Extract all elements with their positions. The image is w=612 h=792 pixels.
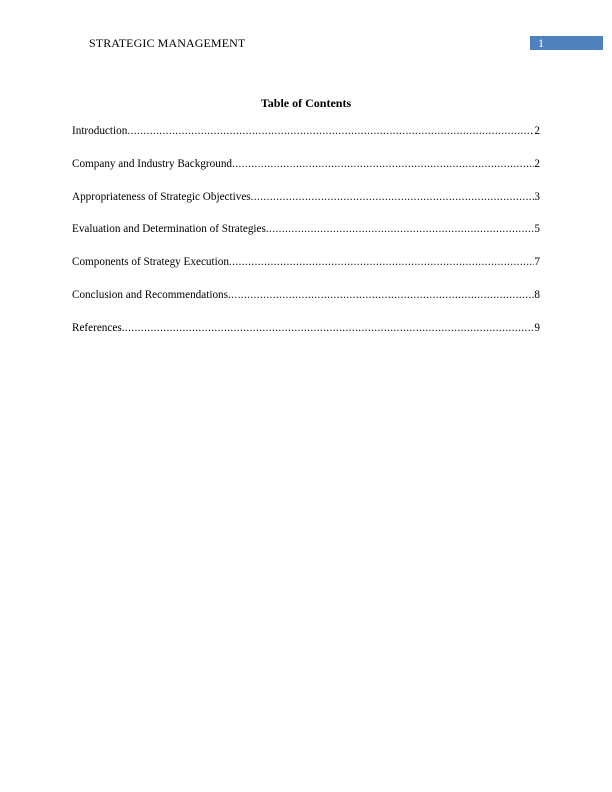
dot-leader (251, 190, 535, 204)
toc-entry-label: Components of Strategy Execution (72, 256, 229, 269)
toc-entry-label: Evaluation and Determination of Strategies (72, 223, 266, 236)
page-number-badge (530, 36, 603, 50)
dot-leader (127, 124, 534, 138)
running-head: STRATEGIC MANAGEMENT (89, 36, 246, 50)
toc-entry-introduction[interactable] (72, 124, 540, 138)
toc-entry-page: 3 (534, 190, 540, 203)
page-header (0, 0, 612, 60)
toc-entry-strategies[interactable] (72, 222, 540, 236)
toc-entry-strategy-execution[interactable] (72, 255, 540, 269)
toc-entry-company-background[interactable] (72, 157, 540, 171)
toc-entry-page: 8 (534, 288, 540, 301)
toc-entry-strategic-objectives[interactable] (72, 190, 540, 204)
toc-entry-label: Introduction (72, 125, 128, 137)
toc-entry-label: References (72, 321, 122, 334)
toc-entry-page: 7 (534, 256, 540, 269)
toc-entry-label: Company and Industry Background (72, 157, 233, 170)
dot-leader (266, 222, 535, 236)
table-of-contents (72, 124, 540, 354)
dot-leader (232, 157, 534, 171)
toc-entry-references[interactable] (72, 321, 540, 335)
toc-title: Table of Contents (260, 96, 352, 110)
dot-leader (122, 321, 535, 335)
toc-entry-conclusion[interactable] (72, 288, 540, 302)
toc-entry-page: 2 (534, 125, 540, 137)
toc-entry-label: Conclusion and Recommendations (72, 288, 228, 301)
toc-entry-page: 9 (534, 321, 540, 334)
toc-entry-label: Appropriateness of Strategic Objectives (72, 190, 251, 203)
page-number: 1 (538, 36, 544, 50)
dot-leader (229, 255, 534, 269)
toc-entry-page: 2 (534, 157, 540, 170)
toc-entry-page: 5 (534, 223, 540, 236)
dot-leader (228, 288, 534, 302)
